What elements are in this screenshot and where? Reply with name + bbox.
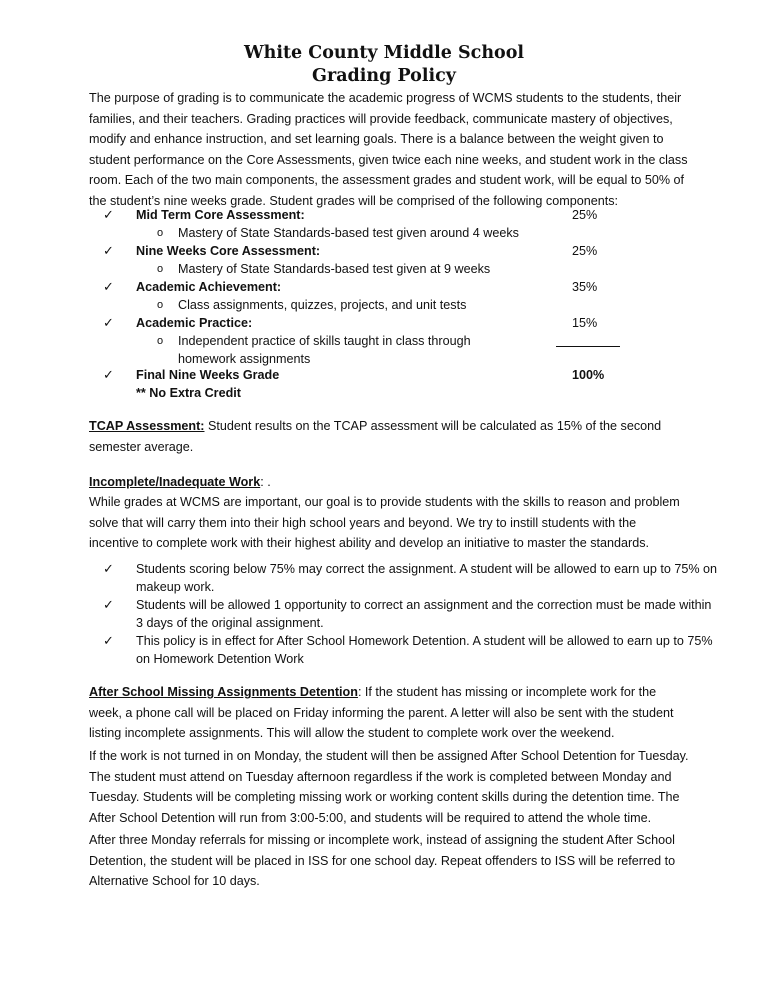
policy-bullet: This policy is in effect for After School Homework Detention. A student will be allowed to earn up to 75%: [136, 634, 713, 648]
component-label: Mid Term Core Assessment:: [136, 208, 305, 222]
component-percent: 25%: [572, 208, 598, 222]
detention-paragraph: [89, 682, 689, 744]
component-detail: Mastery of State Standards-based test given at 9 weeks: [178, 262, 491, 276]
document-title: Grading Policy: [312, 66, 456, 86]
component-percent: 35%: [572, 280, 598, 294]
policy-bullet: makeup work.: [136, 580, 215, 594]
school-name: White County Middle School: [243, 43, 525, 63]
component-percent: 15%: [572, 316, 598, 330]
monday-paragraph: If the work is not turned in on Monday, the student will then be assigned After School Detention for Tuesday. The student must attend on Tuesday afternoon regardless if the work is completed between Monday and Tuesday. Students will be completing missing work or working content skills during the detention time. The After School Detention will run from 3:00-5:00, and students will be required to attend the whole time.: [89, 749, 689, 825]
incomplete-heading: Incomplete/Inadequate Work: [89, 475, 261, 489]
check-icon: ✓: [103, 597, 114, 612]
component-detail: Independent practice of skills taught in class through: [178, 334, 471, 348]
total-rule: [556, 346, 620, 347]
component-label: Academic Practice:: [136, 316, 253, 330]
component-detail: homework assignments: [178, 352, 311, 366]
policy-bullet: on Homework Detention Work: [136, 652, 304, 666]
component-note: ** No Extra Credit: [136, 386, 241, 400]
detention-text: : If the student has missing or incomplete work for the week, a phone call will be placed on Friday informing the parent. A letter will also be sent with the student listing incomplete assignments. This will allow the student to complete work over the weekend.: [89, 685, 674, 740]
referrals-paragraph: After three Monday referrals for missing or incomplete work, instead of assigning the student After School Detention, the student will be placed in ISS for one school day. Repeat offenders to ISS will be referred to Alternative School for 10 days.: [89, 833, 676, 888]
tcap-paragraph: [89, 416, 689, 457]
check-icon: ✓: [103, 367, 114, 382]
component-label: Nine Weeks Core Assessment:: [136, 244, 321, 258]
incomplete-heading-line: [89, 472, 689, 493]
policy-bullet: 3 days of the original assignment.: [136, 616, 324, 630]
incomplete-suffix: : .: [260, 475, 271, 489]
detention-heading: After School Missing Assignments Detention: [89, 685, 358, 699]
check-icon: ✓: [103, 243, 114, 258]
component-label: Final Nine Weeks Grade: [136, 368, 280, 382]
tcap-text: Student results on the TCAP assessment will be calculated as 15% of the second semester average.: [89, 419, 662, 454]
sub-bullet-icon: o: [157, 299, 164, 311]
check-icon: ✓: [103, 315, 114, 330]
sub-bullet-icon: o: [157, 227, 164, 239]
component-detail: Mastery of State Standards-based test given around 4 weeks: [178, 226, 519, 240]
policy-bullet: Students will be allowed 1 opportunity to correct an assignment and the correction must be made within: [136, 598, 712, 612]
intro-paragraph: The purpose of grading is to communicate the academic progress of WCMS students to the students, their families, and their teachers. Grading practices will provide feedback, communicate mastery of objectives, modify and enhance instruction, and set learning goals. There is a balance between the weight given to student performance on the Core Assessments, given twice each nine weeks, and student work in the class room. Each of the two main components, the assessment grades and student work, will be equal to 50% of the student’s nine weeks grade. Student grades will be comprised of the following components:: [89, 91, 688, 208]
check-icon: ✓: [103, 561, 114, 576]
component-percent: 25%: [572, 244, 598, 258]
policy-bullet: Students scoring below 75% may correct the assignment. A student will be allowed to earn up to 75% on: [136, 562, 718, 576]
check-icon: ✓: [103, 207, 114, 222]
sub-bullet-icon: o: [157, 263, 164, 275]
component-percent: 100%: [572, 368, 605, 382]
component-label: Academic Achievement:: [136, 280, 282, 294]
incomplete-paragraph: While grades at WCMS are important, our goal is to provide students with the skills to reason and problem solve that will carry them into their high school years and beyond. We try to instill students with the incentive to complete work with their highest ability and develop an initiative to master the standards.: [89, 495, 680, 550]
tcap-heading: TCAP Assessment:: [89, 419, 205, 433]
component-detail: Class assignments, quizzes, projects, and unit tests: [178, 298, 467, 312]
check-icon: ✓: [103, 279, 114, 294]
sub-bullet-icon: o: [157, 335, 164, 347]
check-icon: ✓: [103, 633, 114, 648]
